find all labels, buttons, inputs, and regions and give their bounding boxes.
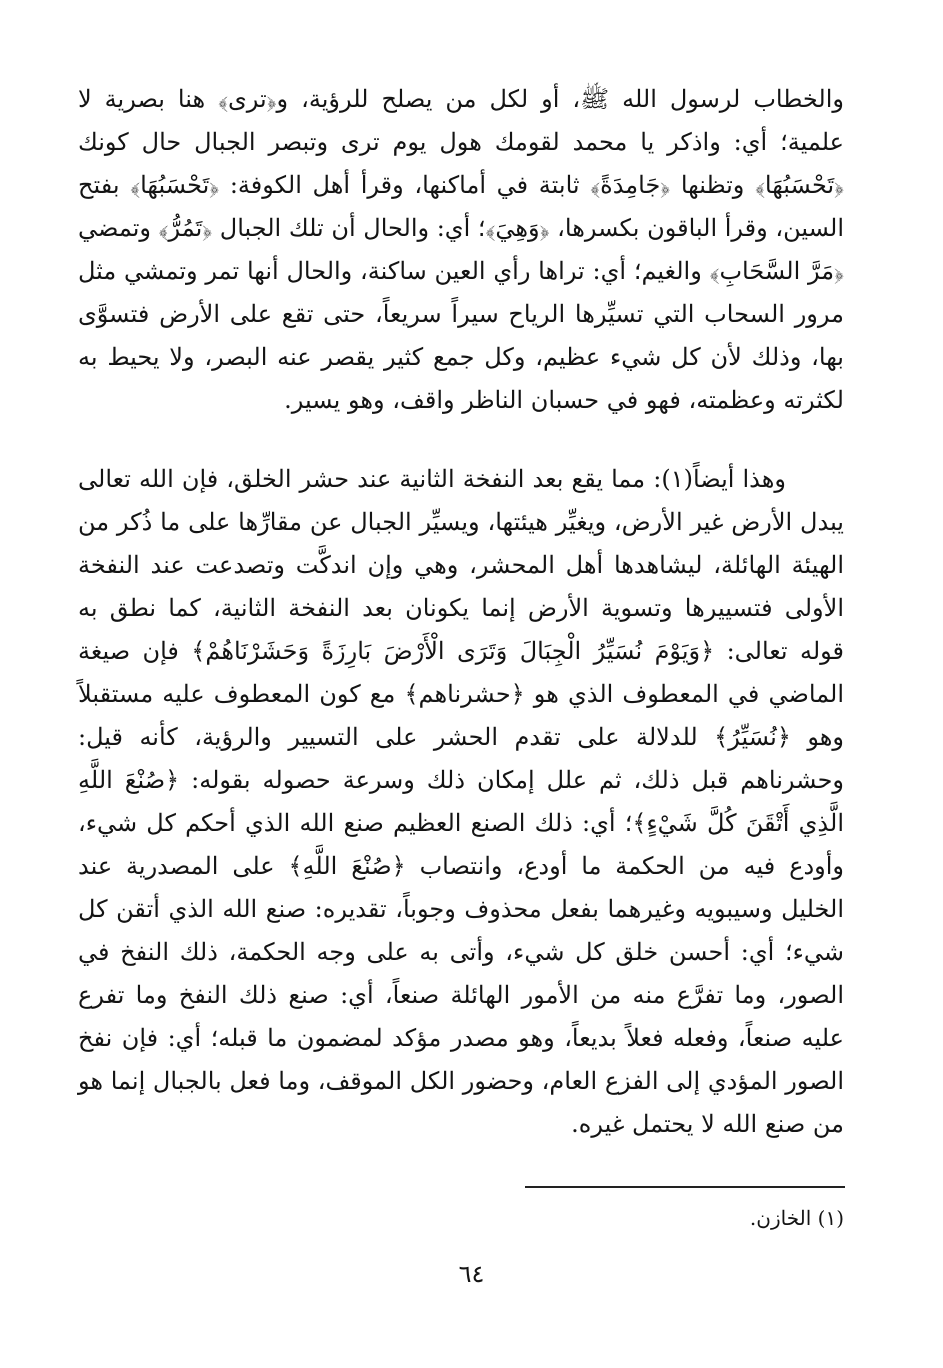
body-paragraph-2: وهذا أيضاً(١): مما يقع بعد النفخة الثانية عند حشر الخلق، فإن الله تعالى يبدل الأرض غير الأرض، ويغيِّر هيئتها، ويسيِّر الجبال عن مقارِّها على ما ذُكر من الهيئة الهائلة، ليشاهدها أهل المحشر، وهي وإن اندكَّت وتصدعت عند النفخة الأولى فتسييرها وتسوية الأرض إنما يكونان بعد النفخة الثانية، كما نطق به قوله تعالى: ﴿وَيَوْمَ نُسَيِّرُ الْجِبَالَ وَتَرَى الْأَرْضَ بَارِزَةً وَحَشَرْنَاهُمْ﴾ فإن صيغة الماضي في المعطوف الذي هو ﴿حشرناهم﴾ مع كون المعطوف عليه مستقبلاً وهو ﴿نُسَيِّرُ﴾ للدلالة على تقدم الحشر على التسيير والرؤية، كأنه قيل: وحشرناهم قبل ذلك، ثم علل إمكان ذلك وسرعة حصوله بقوله: ﴿صُنْعَ اللَّهِ الَّذِي أَتْقَنَ كُلَّ شَيْءٍ﴾؛ أي: ذلك الصنع العظيم صنع الله الذي أحكم كل شيء، وأودع فيه من الحكمة ما أودع، وانتصاب ﴿صُنْعَ اللَّهِ﴾ على المصدرية عند الخليل وسيبويه وغيرهما بفعل محذوف وجوباً، تقديره: صنع الله الذي أتقن كل شيء؛ أي: أحسن خلق كل شيء، وأتى به على وجه الحكمة، ذلك النفخ في الصور، وما تفرَّع منه من الأمور الهائلة صنعاً، أي: صنع ذلك النفخ وما تفرع عليه صنعاً، وفعله فعلاً بديعاً، وهو مصدر مؤكد لمضمون ما قبله؛ أي: فإن نفخ الصور المؤدي إلى الفزع العام، وحضور الكل الموقف، وما فعل بالجبال إنما هو من صنع الله لا يحتمل غيره. <box>78 465 845 1138</box>
footnote: (١) الخازن. <box>749 1206 844 1230</box>
body-paragraph-1: والخطاب لرسول الله ﷺ، أو لكل من يصلح للرؤية، و﴿ترى﴾ هنا بصرية لا علمية؛ أي: واذكر يا محمد لقومك هول يوم ترى وتبصر الجبال حال كونك ﴿تَحْسَبُهَا﴾ وتظنها ﴿جَامِدَةً﴾ ثابتة في أماكنها، وقرأ أهل الكوفة: ﴿تَحْسَبُهَا﴾ بفتح السين، وقرأ الباقون بكسرها، ﴿وَهِيَ﴾؛ أي: والحال أن تلك الجبال ﴿تَمُرُّ﴾ وتمضي ﴿مَرَّ السَّحَابِ﴾ والغيم؛ أي: تراها رأي العين ساكنة، والحال أنها تمر وتمشي مثل مرور السحاب التي تسيِّرها الرياح سيراً سريعاً، حتى تقع على الأرض فتسوَّى بها، وذلك لأن كل شيء عظيم، وكل جمع كثير يقصر عنه البصر، ولا يحيط به لكثرته وعظمته، فهو في حسبان الناظر واقف، وهو يسير. <box>78 85 844 414</box>
page-number: ٦٤ <box>458 1260 485 1288</box>
footnote-divider <box>525 1186 845 1188</box>
